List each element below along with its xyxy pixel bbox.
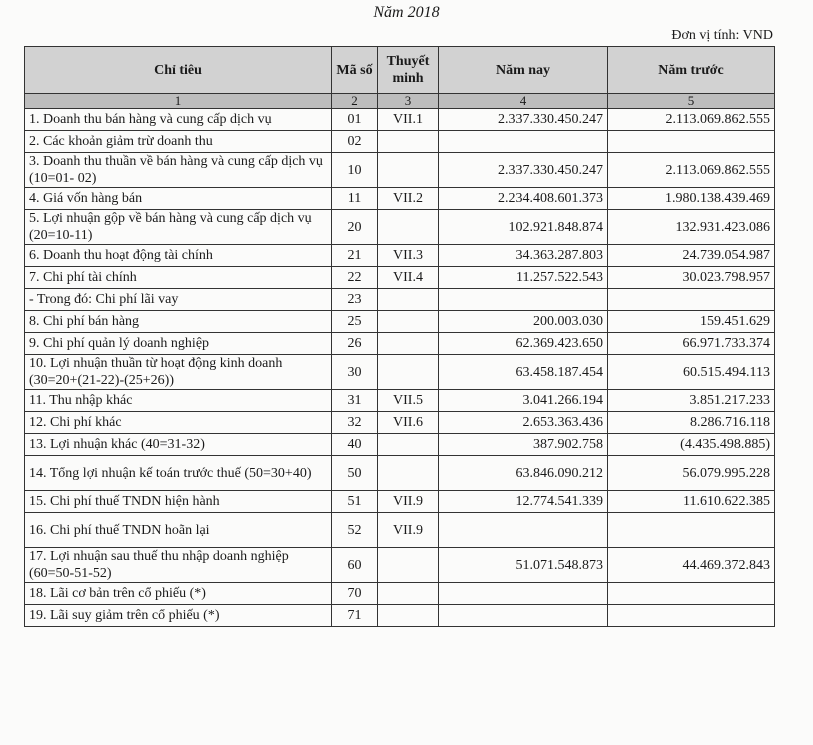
row-this-year: 2.653.363.436 — [439, 412, 608, 434]
row-note — [378, 355, 439, 390]
index-cell: 2 — [332, 94, 378, 109]
row-indicator: 5. Lợi nhuận gộp về bán hàng và cung cấp dịch vụ (20=10-11) — [25, 210, 332, 245]
row-note — [378, 311, 439, 333]
row-this-year — [439, 131, 608, 153]
currency-unit: Đơn vị tính: VND — [671, 28, 773, 43]
row-last-year: 159.451.629 — [608, 311, 775, 333]
row-code: 31 — [332, 390, 378, 412]
row-indicator: 10. Lợi nhuận thuần từ hoạt động kinh doanh (30=20+(21-22)-(25+26)) — [25, 355, 332, 390]
row-note — [378, 333, 439, 355]
row-this-year: 63.458.187.454 — [439, 355, 608, 390]
row-last-year: (4.435.498.885) — [608, 434, 775, 456]
row-code: 01 — [332, 109, 378, 131]
header-note: Thuyết minh — [378, 47, 439, 94]
table-row — [25, 355, 775, 390]
row-last-year: 2.113.069.862.555 — [608, 109, 775, 131]
row-indicator: 17. Lợi nhuận sau thuế thu nhập doanh nghiệp (60=50-51-52) — [25, 548, 332, 583]
row-last-year: 30.023.798.957 — [608, 267, 775, 289]
row-note — [378, 605, 439, 627]
row-note: VII.6 — [378, 412, 439, 434]
row-indicator: 12. Chi phí khác — [25, 412, 332, 434]
row-this-year: 51.071.548.873 — [439, 548, 608, 583]
row-note: VII.5 — [378, 390, 439, 412]
header-indicator: Chỉ tiêu — [25, 47, 332, 94]
row-this-year — [439, 583, 608, 605]
income-statement-table — [24, 46, 775, 627]
row-indicator: 9. Chi phí quản lý doanh nghiệp — [25, 333, 332, 355]
row-last-year — [608, 289, 775, 311]
row-indicator: 6. Doanh thu hoạt động tài chính — [25, 245, 332, 267]
row-indicator: 7. Chi phí tài chính — [25, 267, 332, 289]
table-row — [25, 583, 775, 605]
row-this-year: 2.337.330.450.247 — [439, 153, 608, 188]
row-last-year: 3.851.217.233 — [608, 390, 775, 412]
row-indicator: 11. Thu nhập khác — [25, 390, 332, 412]
row-this-year: 2.337.330.450.247 — [439, 109, 608, 131]
table-row — [25, 210, 775, 245]
row-code: 40 — [332, 434, 378, 456]
row-note: VII.9 — [378, 491, 439, 513]
row-last-year — [608, 131, 775, 153]
row-code: 22 — [332, 267, 378, 289]
table-row — [25, 188, 775, 210]
row-this-year: 62.369.423.650 — [439, 333, 608, 355]
row-code: 71 — [332, 605, 378, 627]
row-indicator: - Trong đó: Chi phí lãi vay — [25, 289, 332, 311]
row-code: 26 — [332, 333, 378, 355]
row-code: 20 — [332, 210, 378, 245]
row-this-year: 2.234.408.601.373 — [439, 188, 608, 210]
row-indicator: 18. Lãi cơ bản trên cổ phiếu (*) — [25, 583, 332, 605]
table-row — [25, 289, 775, 311]
table-row — [25, 434, 775, 456]
header-last-year: Năm trước — [608, 47, 775, 94]
row-note — [378, 210, 439, 245]
table-row — [25, 605, 775, 627]
row-this-year: 12.774.541.339 — [439, 491, 608, 513]
row-note — [378, 583, 439, 605]
row-note: VII.3 — [378, 245, 439, 267]
row-last-year — [608, 605, 775, 627]
table-row — [25, 311, 775, 333]
row-this-year: 3.041.266.194 — [439, 390, 608, 412]
row-code: 51 — [332, 491, 378, 513]
row-last-year: 44.469.372.843 — [608, 548, 775, 583]
table-body — [25, 109, 775, 627]
row-last-year: 11.610.622.385 — [608, 491, 775, 513]
row-note: VII.4 — [378, 267, 439, 289]
row-this-year: 63.846.090.212 — [439, 456, 608, 491]
row-note: VII.2 — [378, 188, 439, 210]
row-note — [378, 434, 439, 456]
report-year: Năm 2018 — [373, 4, 440, 21]
row-this-year: 200.003.030 — [439, 311, 608, 333]
row-code: 60 — [332, 548, 378, 583]
row-note — [378, 548, 439, 583]
row-this-year: 102.921.848.874 — [439, 210, 608, 245]
row-this-year: 34.363.287.803 — [439, 245, 608, 267]
row-code: 32 — [332, 412, 378, 434]
row-last-year: 56.079.995.228 — [608, 456, 775, 491]
row-note — [378, 289, 439, 311]
table-row — [25, 153, 775, 188]
row-indicator: 16. Chi phí thuế TNDN hoãn lại — [25, 513, 332, 548]
row-code: 23 — [332, 289, 378, 311]
table-row — [25, 267, 775, 289]
row-note: VII.9 — [378, 513, 439, 548]
index-cell: 4 — [439, 94, 608, 109]
header-this-year: Năm nay — [439, 47, 608, 94]
row-this-year — [439, 289, 608, 311]
table-row — [25, 456, 775, 491]
row-indicator: 1. Doanh thu bán hàng và cung cấp dịch vụ — [25, 109, 332, 131]
row-indicator: 14. Tổng lợi nhuận kế toán trước thuế (50=30+40) — [25, 456, 332, 491]
table-index-row — [25, 94, 775, 109]
row-note — [378, 153, 439, 188]
row-code: 70 — [332, 583, 378, 605]
row-code: 52 — [332, 513, 378, 548]
row-code: 21 — [332, 245, 378, 267]
row-last-year — [608, 513, 775, 548]
table-row — [25, 109, 775, 131]
row-last-year: 24.739.054.987 — [608, 245, 775, 267]
row-note — [378, 456, 439, 491]
row-indicator: 4. Giá vốn hàng bán — [25, 188, 332, 210]
row-this-year: 11.257.522.543 — [439, 267, 608, 289]
row-last-year: 1.980.138.439.469 — [608, 188, 775, 210]
table-row — [25, 491, 775, 513]
row-code: 11 — [332, 188, 378, 210]
table-header-row — [25, 47, 775, 94]
row-code: 50 — [332, 456, 378, 491]
row-code: 30 — [332, 355, 378, 390]
row-code: 02 — [332, 131, 378, 153]
index-cell: 3 — [378, 94, 439, 109]
row-note — [378, 131, 439, 153]
row-indicator: 3. Doanh thu thuần về bán hàng và cung cấp dịch vụ (10=01- 02) — [25, 153, 332, 188]
table-row — [25, 333, 775, 355]
row-note: VII.1 — [378, 109, 439, 131]
row-last-year — [608, 583, 775, 605]
table-row — [25, 513, 775, 548]
table-row — [25, 131, 775, 153]
index-cell: 5 — [608, 94, 775, 109]
table-row — [25, 390, 775, 412]
table-row — [25, 412, 775, 434]
row-last-year: 2.113.069.862.555 — [608, 153, 775, 188]
row-last-year: 8.286.716.118 — [608, 412, 775, 434]
row-last-year: 132.931.423.086 — [608, 210, 775, 245]
row-indicator: 19. Lãi suy giảm trên cổ phiếu (*) — [25, 605, 332, 627]
row-code: 10 — [332, 153, 378, 188]
row-indicator: 8. Chi phí bán hàng — [25, 311, 332, 333]
row-this-year — [439, 513, 608, 548]
row-this-year: 387.902.758 — [439, 434, 608, 456]
row-last-year: 66.971.733.374 — [608, 333, 775, 355]
row-indicator: 13. Lợi nhuận khác (40=31-32) — [25, 434, 332, 456]
row-indicator: 2. Các khoản giảm trừ doanh thu — [25, 131, 332, 153]
row-indicator: 15. Chi phí thuế TNDN hiện hành — [25, 491, 332, 513]
index-cell: 1 — [25, 94, 332, 109]
row-last-year: 60.515.494.113 — [608, 355, 775, 390]
header-code: Mã số — [332, 47, 378, 94]
row-this-year — [439, 605, 608, 627]
table-row — [25, 548, 775, 583]
table-row — [25, 245, 775, 267]
row-code: 25 — [332, 311, 378, 333]
